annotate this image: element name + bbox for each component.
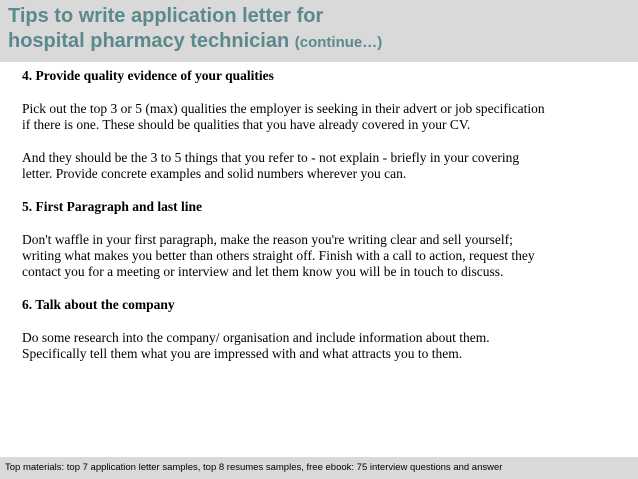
title-line-2: hospital pharmacy technician [8,30,290,52]
title-bar [0,0,638,62]
slide-content [22,68,612,362]
footer-bar [0,457,638,479]
slide-title [8,4,382,55]
section-heading-company: 6. Talk about the company [22,297,175,312]
paragraph-refer-things: And they should be the 3 to 5 things that you refer to - not explain - briefly in your covering letter. Provide concrete examples and solid numbers wherever you can. [22,150,520,181]
paragraph-dont-waffle: Don't waffle in your first paragraph, make the reason you're writing clear and sell yourself; writing what makes you better than others straight off. Finish with a call to action, request they contact you for a meeting or interview and let them know you will be in touch to discuss. [22,232,535,279]
section-heading-quality-evidence: 4. Provide quality evidence of your qualities [22,68,274,83]
paragraph-top-qualities: Pick out the top 3 or 5 (max) qualities the employer is seeking in their advert or job specification if there is one. These should be qualities that you have already covered in your CV. [22,101,545,132]
section-heading-first-paragraph: 5. First Paragraph and last line [22,199,203,214]
paragraph-research-company: Do some research into the company/ organisation and include information about them. Specifically tell them what you are impressed with and what attracts you to them. [22,330,490,361]
title-line-1: Tips to write application letter for [8,5,324,27]
footer-text: Top materials: top 7 application letter samples, top 8 resumes samples, free ebook: 75 interview questions and answer [5,462,503,473]
title-suffix: (continue…) [294,34,383,51]
